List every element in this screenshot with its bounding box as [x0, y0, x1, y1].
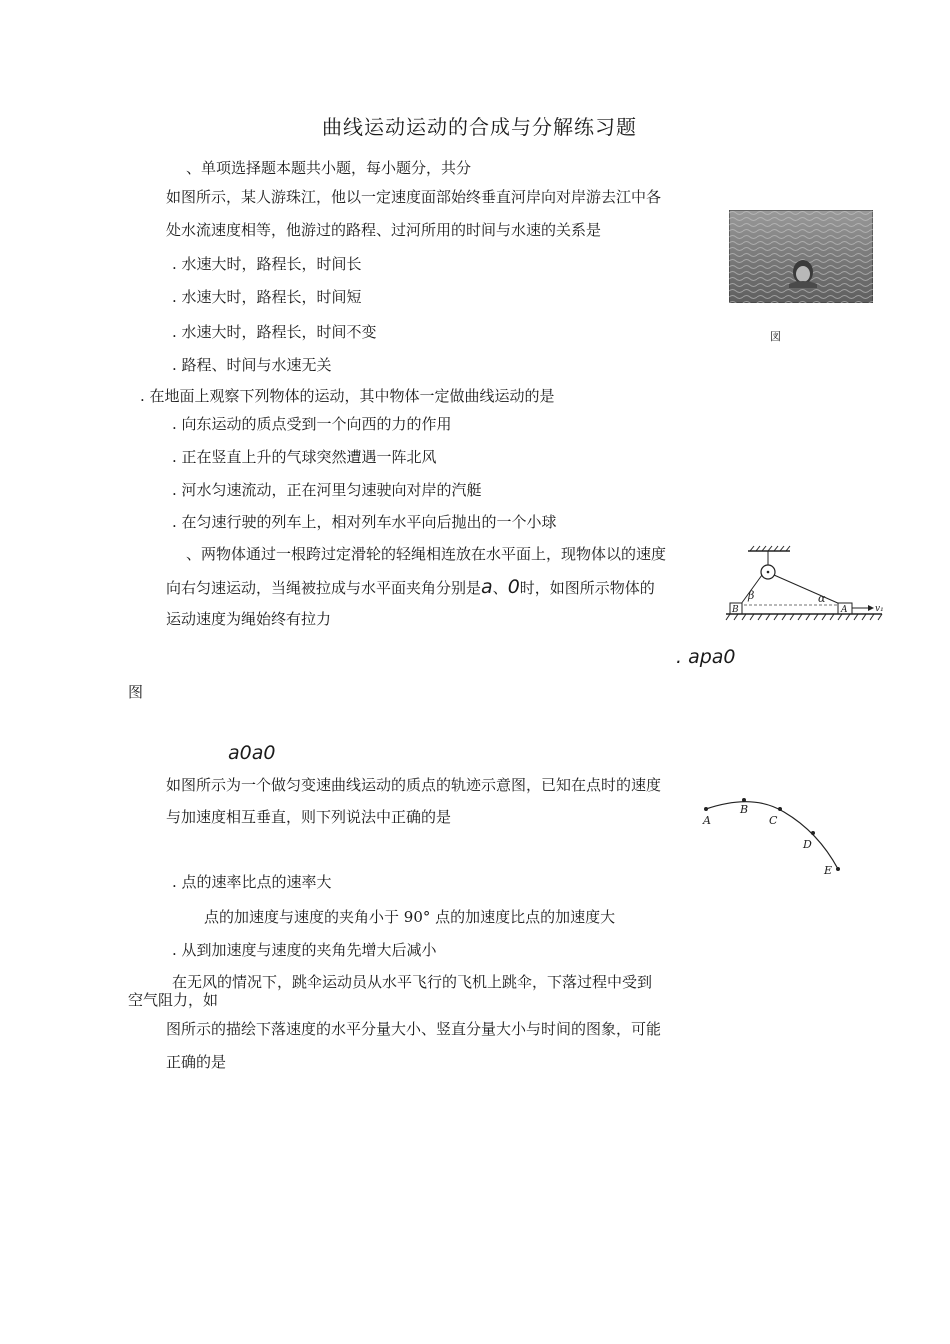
q1-option-c: . 水速大时，路程长，时间不变	[172, 323, 377, 341]
q3-angle-theta: 0	[507, 576, 520, 598]
q2-option-a: . 向东运动的质点受到一个向西的力的作用	[172, 415, 452, 433]
label-beta: β	[748, 589, 755, 602]
swimmer-photo	[729, 210, 873, 303]
q1-option-d: . 路程、时间与水速无关	[172, 356, 332, 374]
label-alpha: α	[818, 592, 826, 605]
q3-formula-1: . apa0	[676, 646, 736, 668]
point-e-label: E	[824, 864, 833, 877]
label-block-a: A	[841, 605, 848, 615]
label-block-b: B	[732, 605, 739, 615]
q4-option-bc: 点的加速度与速度的夹角小于 90° 点的加速度比点的加速度大	[204, 908, 616, 926]
q4-stem-line1: 如图所示为一个做匀变速曲线运动的质点的轨迹示意图，已知在点时的速度	[166, 776, 662, 794]
point-a-label: A	[703, 814, 711, 827]
q1-option-a: . 水速大时，路程长，时间长	[172, 255, 362, 273]
q1-stem-line1: 如图所示，某人游珠江，他以一定速度面部始终垂直河岸向对岸游去江中各	[166, 188, 662, 206]
q4-option-a: . 点的速率比点的速率大	[172, 873, 332, 891]
pulley-diagram	[724, 545, 894, 623]
q5-stem-line4: 正确的是	[166, 1053, 227, 1071]
q3-angle-alpha: a	[481, 576, 493, 598]
q5-stem-line3: 图所示的描绘下落速度的水平分量大小、竖直分量大小与时间的图象，可能	[166, 1020, 662, 1038]
point-b-label: B	[740, 803, 749, 816]
q3-stem-line1: 、两物体通过一根跨过定滑轮的轻绳相连放在水平面上，现物体以的速度	[186, 545, 667, 563]
q2-option-d: . 在匀速行驶的列车上，相对列车水平向后抛出的一个小球	[172, 513, 557, 531]
q3-separator: 、	[492, 579, 508, 597]
q3-formula-2: a0a0	[228, 742, 276, 764]
q3-stem-line2-text-b: 时，如图所示物体的	[519, 579, 655, 597]
q3-stem-line3: 运动速度为绳始终有拉力	[166, 610, 332, 628]
q2-stem: . 在地面上观察下列物体的运动，其中物体一定做曲线运动的是	[140, 387, 555, 405]
q3-stem-line2	[166, 577, 655, 598]
page-title: 曲线运动运动的合成与分解练习题	[322, 115, 637, 139]
q3-figure-caption: 图	[128, 683, 144, 701]
trajectory-diagram	[698, 788, 848, 878]
q2-option-c: . 河水匀速流动，正在河里匀速驶向对岸的汽艇	[172, 481, 482, 499]
q4-option-d: . 从到加速度与速度的夹角先增大后减小	[172, 941, 437, 959]
q3-stem-line2-text-a: 向右匀速运动，当绳被拉成与水平面夹角分别是	[166, 579, 482, 597]
point-c-label: C	[769, 814, 778, 827]
q5-stem-line2: 空气阻力，如	[128, 991, 219, 1009]
point-d-label: D	[803, 838, 812, 851]
q5-stem-line1: 在无风的情况下，跳伞运动员从水平飞行的飞机上跳伞，下落过程中受到	[172, 973, 653, 991]
q1-figure-caption: 図	[770, 330, 781, 343]
q2-option-b: . 正在竖直上升的气球突然遭遇一阵北风	[172, 448, 437, 466]
q1-option-b: . 水速大时，路程长，时间短	[172, 288, 362, 306]
q1-stem-line2: 处水流速度相等，他游过的路程、过河所用的时间与水速的关系是	[166, 221, 602, 239]
section-heading: 、单项选择题本题共小题，每小题分，共分	[186, 159, 472, 177]
q4-stem-line2: 与加速度相互垂直，则下列说法中正确的是	[166, 808, 452, 826]
label-velocity: v₁	[875, 604, 884, 614]
